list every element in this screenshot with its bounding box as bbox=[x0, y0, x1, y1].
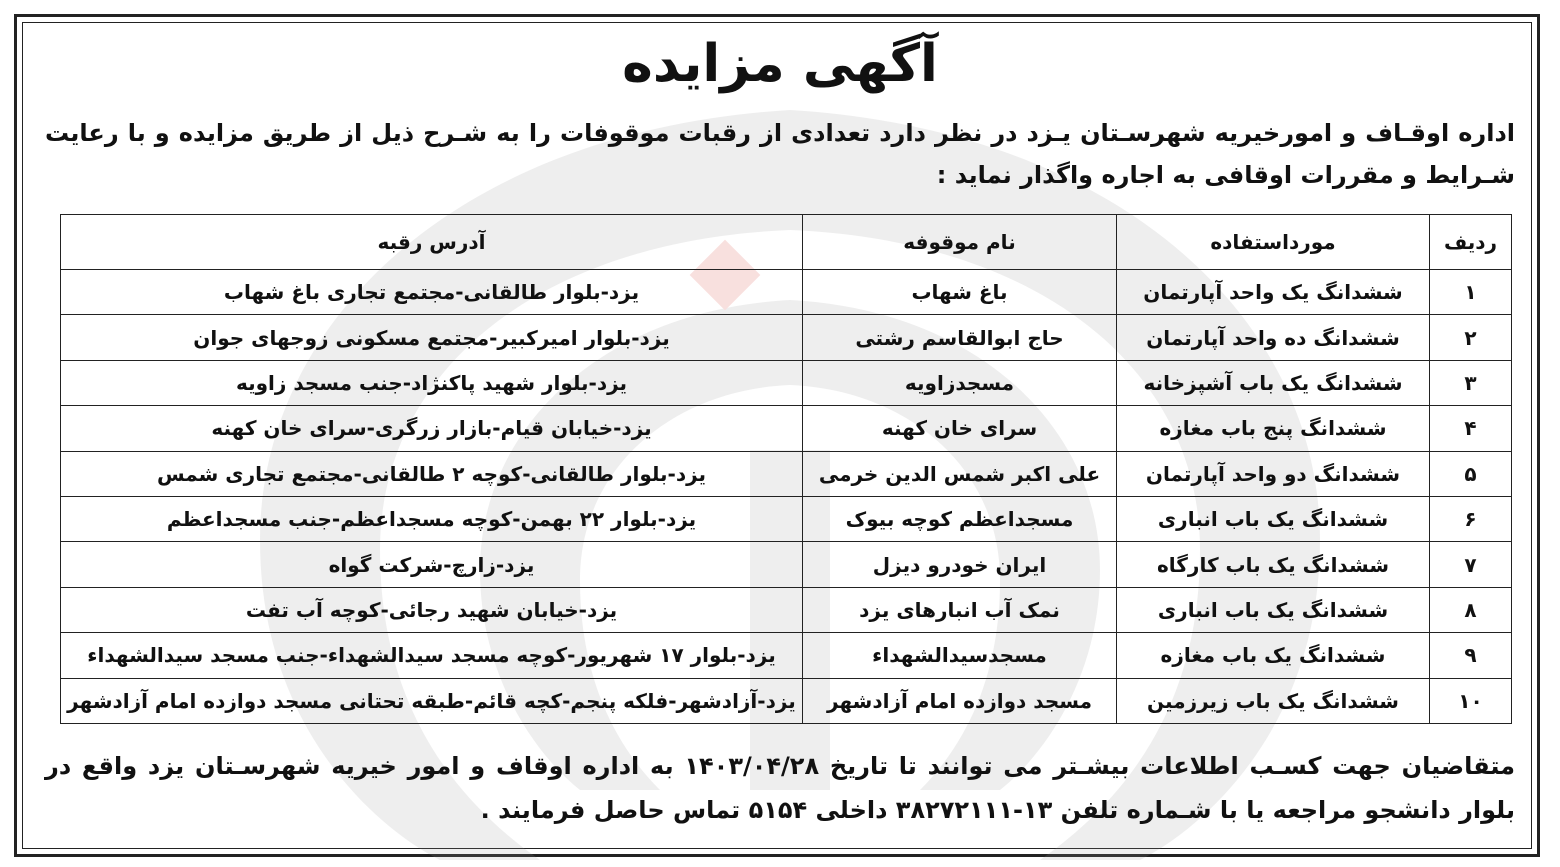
row-usage: ششدانگ یک باب آشپزخانه bbox=[1117, 360, 1430, 405]
row-number: ۷ bbox=[1430, 542, 1512, 587]
row-number: ۶ bbox=[1430, 496, 1512, 541]
table-row bbox=[61, 406, 1512, 451]
row-address: یزد-خیابان قیام-بازار زرگری-سرای خان کهنه bbox=[61, 406, 803, 451]
table-row bbox=[61, 496, 1512, 541]
row-usage: ششدانگ یک باب انباری bbox=[1117, 496, 1430, 541]
table-row bbox=[61, 360, 1512, 405]
row-address: یزد-خیابان شهید رجائی-کوچه آب تفت bbox=[61, 587, 803, 632]
row-number: ۴ bbox=[1430, 406, 1512, 451]
row-usage: ششدانگ یک باب کارگاه bbox=[1117, 542, 1430, 587]
header-address: آدرس رقبه bbox=[61, 215, 803, 270]
auction-table bbox=[60, 214, 1512, 724]
row-address: یزد-بلوار طالقانی-مجتمع تجاری باغ شهاب bbox=[61, 270, 803, 315]
row-number: ۸ bbox=[1430, 587, 1512, 632]
notice-intro: اداره اوقـاف و امورخیریه شهرسـتان یـزد در نظر دارد تعدادی از رقبات موقوفات را به شـرح ذیل از طریق مزایده و با رعایت شـرایط و مقررات اوقافی به اجاره واگذار نماید : bbox=[45, 119, 1515, 189]
row-usage: ششدانگ پنج باب مغازه bbox=[1117, 406, 1430, 451]
row-endowment: باغ شهاب bbox=[803, 270, 1117, 315]
row-usage: ششدانگ ده واحد آپارتمان bbox=[1117, 315, 1430, 360]
row-usage: ششدانگ یک واحد آپارتمان bbox=[1117, 270, 1430, 315]
row-endowment: ایران خودرو دیزل bbox=[803, 542, 1117, 587]
row-endowment: سرای خان کهنه bbox=[803, 406, 1117, 451]
table-row bbox=[61, 633, 1512, 678]
table-row bbox=[61, 587, 1512, 632]
row-address: یزد-بلوار ۱۷ شهریور-کوچه مسجد سیدالشهداء-جنب مسجد سیدالشهداء bbox=[61, 633, 803, 678]
row-endowment: نمک آب انبارهای یزد bbox=[803, 587, 1117, 632]
row-number: ۹ bbox=[1430, 633, 1512, 678]
row-number: ۵ bbox=[1430, 451, 1512, 496]
row-usage: ششدانگ یک باب انباری bbox=[1117, 587, 1430, 632]
table-row bbox=[61, 451, 1512, 496]
row-number: ۱۰ bbox=[1430, 678, 1512, 723]
row-address: یزد-آزادشهر-فلکه پنجم-کچه قائم-طبقه تحتانی مسجد دوازده امام آزادشهر bbox=[61, 678, 803, 723]
row-usage: ششدانگ دو واحد آپارتمان bbox=[1117, 451, 1430, 496]
row-address: یزد-زارچ-شرکت گواه bbox=[61, 542, 803, 587]
table-header-row bbox=[61, 215, 1512, 270]
row-address: یزد-بلوار طالقانی-کوچه ۲ طالقانی-مجتمع تجاری شمس bbox=[61, 451, 803, 496]
notice-footer: متقاضیان جهت کسـب اطلاعات بیشـتر می توانند تا تاریخ ۱۴۰۳/۰۴/۲۸ به اداره اوقاف و امور خیریه شهرسـتان یزد واقع در بلوار دانشجو مراجعه یا با شـماره تلفن ۱۳-۳۸۲۷۲۱۱۱ داخلی ۵۱۵۴ تماس حاصل فرمایند . bbox=[45, 752, 1516, 824]
row-number: ۱ bbox=[1430, 270, 1512, 315]
table-row bbox=[61, 678, 1512, 723]
row-endowment: علی اکبر شمس الدین خرمی bbox=[803, 451, 1117, 496]
table-row bbox=[61, 270, 1512, 315]
row-endowment: مسجد دوازده امام آزادشهر bbox=[803, 678, 1117, 723]
header-usage: مورداستفاده bbox=[1117, 215, 1430, 270]
table-row bbox=[61, 542, 1512, 587]
row-usage: ششدانگ یک باب مغازه bbox=[1117, 633, 1430, 678]
row-usage: ششدانگ یک باب زیرزمین bbox=[1117, 678, 1430, 723]
row-endowment: حاج ابوالقاسم رشتی bbox=[803, 315, 1117, 360]
row-endowment: مسجدسیدالشهداء bbox=[803, 633, 1117, 678]
row-endowment: مسجدزاویه bbox=[803, 360, 1117, 405]
row-address: یزد-بلوار ۲۲ بهمن-کوچه مسجداعظم-جنب مسجداعظم bbox=[61, 496, 803, 541]
notice-title: آگهی مزایده bbox=[622, 34, 938, 94]
row-address: یزد-بلوار امیرکبیر-مجتمع مسکونی زوجهای جوان bbox=[61, 315, 803, 360]
header-row-number: ردیف bbox=[1430, 215, 1512, 270]
header-endowment-name: نام موقوفه bbox=[803, 215, 1117, 270]
table-row bbox=[61, 315, 1512, 360]
row-endowment: مسجداعظم کوچه بیوک bbox=[803, 496, 1117, 541]
row-number: ۲ bbox=[1430, 315, 1512, 360]
row-number: ۳ bbox=[1430, 360, 1512, 405]
row-address: یزد-بلوار شهید پاکنژاد-جنب مسجد زاویه bbox=[61, 360, 803, 405]
